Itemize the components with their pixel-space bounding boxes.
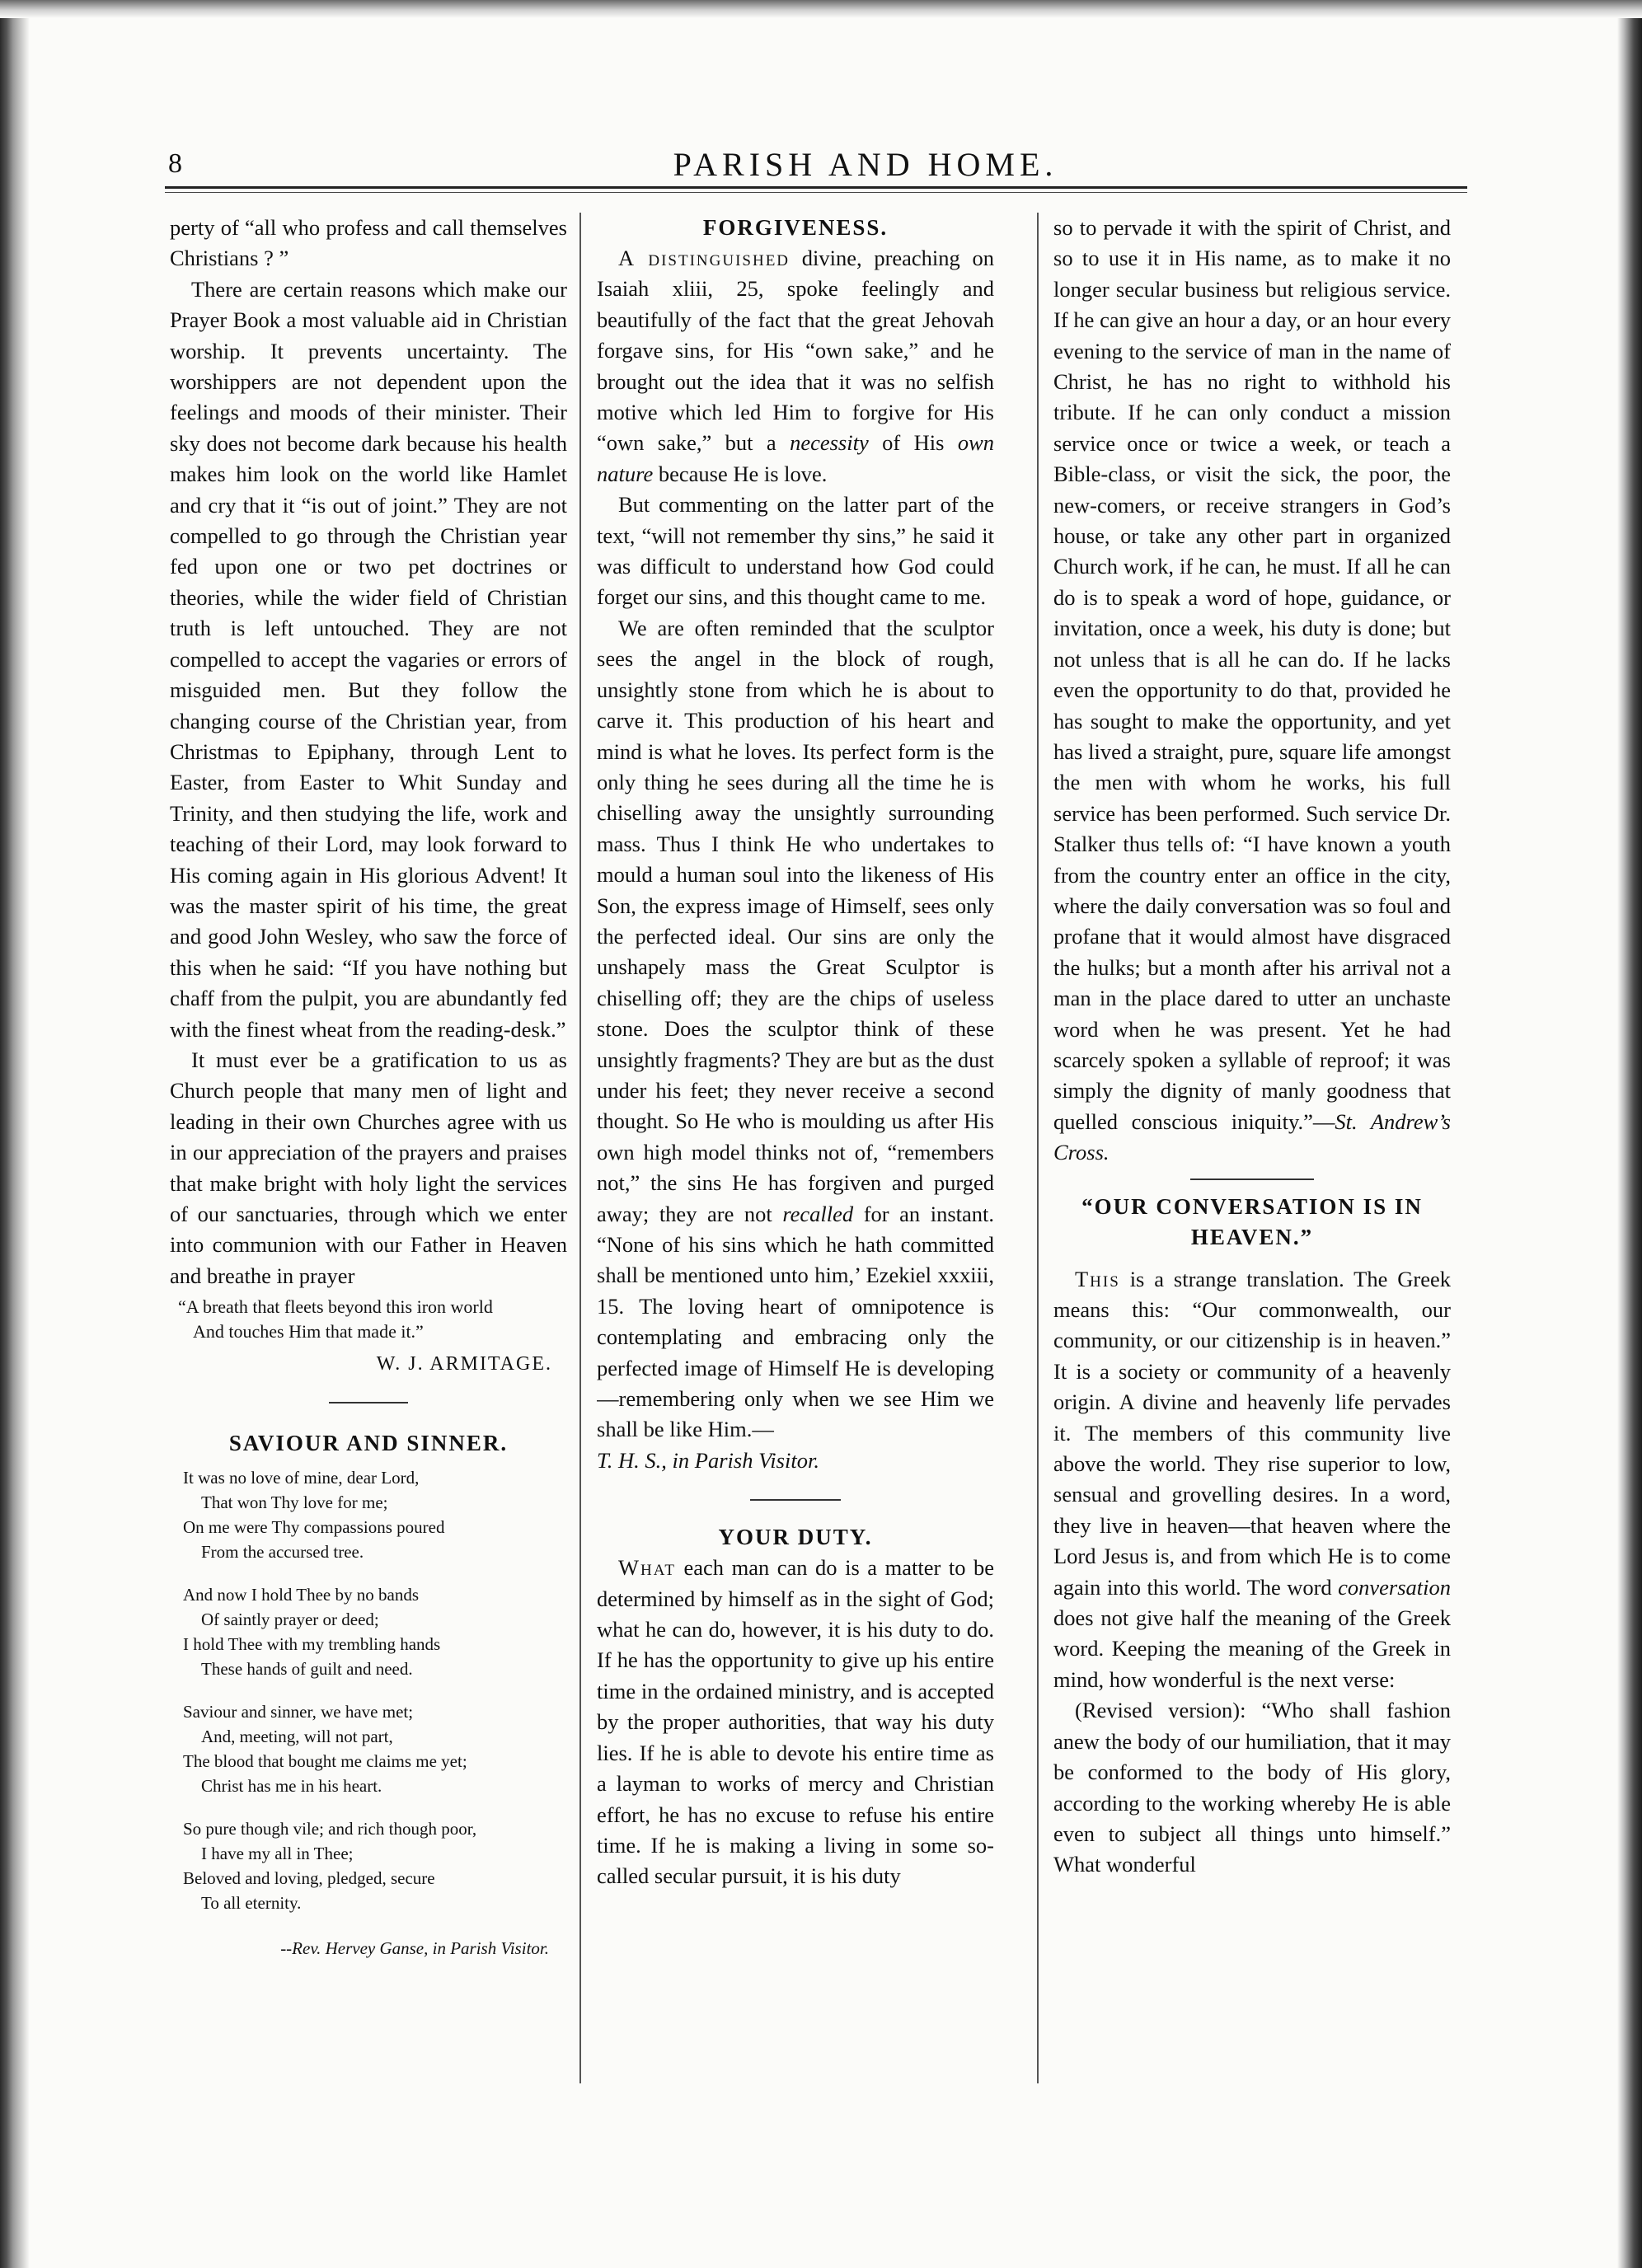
article-credit: T. H. S., in Parish Visitor. [597, 1447, 819, 1473]
poem-line: From the accursed tree. [201, 1541, 364, 1562]
text-run: so to pervade it with the spirit of Christ, and so to use it in His name, as to make it no longer secular business but religious service. If he can give an hour a day, or an hour every evening to the service of man in the name of Christ, he has no right to withhold his tribute. If he can only conduct a mission service once or twice a week, or teach a Bible-class, or visit the sick, the poor, the new-comers, or receive strangers in God’s house, or take any other part in organized Church work, if he can, he must. If all he can do is to speak a word of hope, guidance, or invitation, once a week, his duty is done; but not unless that is all he can do. If he lacks even the opportunity to do that, provided he has sought to make the opportunity, and yet has lived a straight, pure, square life amongst the men with whom he works, his full service has been performed. Such service Dr. Stalker thus tells of: “I have known a youth from the country enter an office in the city, where the daily conversation was so foul and profane that it would almost have disgraced the hulks; but a month after his arrival not a man in the place dared to utter an unchaste word when he was present. Yet he had scarcely spoken a syllable of reproof; it was simply the dignity of manly goodness that quelled conscious iniquity.”— [1053, 215, 1451, 1134]
italic-text: necessity [790, 430, 869, 456]
lead-in: This [1075, 1266, 1120, 1291]
text-run: We are often reminded that the sculptor sees the angel in the block of rough, unsightly stone from which he is about to carve it. This production of his heart and mind is what he loves. Its perfect form is the only thing he sees during all the time he is chiselling away the unsightly surrounding mass. Thus I think He who undertakes to mould a human soul into the likeness of His Son, the express image of Himself, sees only the perfected ideal. Our sins are only the unshapely mass the Great Sculptor is chiselling off; they are the chips of useless stone. Does the sculptor think of these unsightly fragments? They are but as the dust under his feet; they never receive a second thought. So He who is moulding us after His own high model thinks not of, “remembers not,” the sins He has forgiven and purged away; they are not [597, 615, 994, 1226]
paragraph [597, 613, 994, 1446]
paragraph: (Revised version): “Who shall fashion anew the body of our humiliation, that it may be conformed to the body of His glory, according to the working whereby He is able even to subject all things unto himself.” What wonderful [1053, 1698, 1451, 1877]
paragraph: It must ever be a gratification to us as Church people that many men of light and leading in their own Churches agree with us in our appreciation of the prayers and praises that make bright with holy light the services of our sanctuaries, through which we enter into communion with our Father in Heaven and breathe in prayer [170, 1047, 567, 1288]
column-1 [170, 213, 567, 2083]
article-title [1053, 1192, 1451, 1253]
running-head: PARISH AND HOME. [673, 146, 1058, 183]
section-divider [329, 1402, 408, 1403]
italic-text: conversation [1338, 1574, 1451, 1600]
stanza [183, 1582, 567, 1681]
text-run: because He is love. [653, 461, 828, 486]
stanza [183, 1699, 567, 1798]
poem-line: To all eternity. [201, 1892, 302, 1913]
poem-line: It was no love of mine, dear Lord, [183, 1467, 420, 1488]
poem-line: I hold Thee with my trembling hands [183, 1633, 441, 1654]
column-3 [1053, 213, 1451, 2083]
verse-line: And touches Him that made it.” [193, 1321, 424, 1343]
header-rule-thin [165, 192, 1467, 193]
verse-line: “A breath that fleets beyond this iron world [178, 1296, 493, 1318]
text-run: does not give half the meaning of the Greek word. Keeping the meaning of the Greek in mind, how wonderful is the next verse: [1053, 1605, 1451, 1692]
page-edge-right [1617, 0, 1642, 2268]
text-run: divine, preaching on Isaiah xliii, 25, spoke feelingly and beautifully of the fact that the great Jehovah forgave sins, for His “own sake,” and he brought out the idea that it was no selfish motive which led Him to forgive for His “own sake,” but a [597, 246, 994, 456]
poem-line: The blood that bought me claims me yet; [183, 1750, 467, 1771]
poem-title: SAVIOUR AND SINNER. [228, 1430, 509, 1455]
poem-line: That won Thy love for me; [201, 1492, 388, 1512]
page-edge-left [0, 0, 30, 2268]
header-rule [165, 186, 1467, 189]
section-divider [1190, 1179, 1314, 1180]
text-run: of His [868, 430, 958, 456]
column-divider-2 [1037, 213, 1039, 2083]
poem-line: These hands of guilt and need. [201, 1658, 413, 1679]
paragraph: But commenting on the latter part of the text, “will not remember thy sins,” he said it was difficult to understand how God could forget our sins, and this thought came to me. [597, 492, 994, 610]
article-title: FORGIVENESS. [702, 215, 889, 240]
stanza [183, 1465, 567, 1564]
poem-line: And now I hold Thee by no bands [183, 1584, 419, 1605]
poem-line: On me were Thy compassions poured [183, 1516, 445, 1537]
lead-in: What [618, 1555, 676, 1581]
poem-line: Of saintly prayer or deed; [201, 1609, 379, 1629]
paragraph [1053, 213, 1451, 1169]
lead-in: A distinguished [618, 246, 791, 270]
column-divider-1 [579, 213, 581, 2083]
section-divider [750, 1499, 841, 1501]
poem [183, 1465, 567, 1915]
paragraph [597, 1553, 994, 1891]
text-run: is a strange translation. The Greek means this: “Our commonwealth, our community, or our citizenship is in heaven.” It is a society or community of a heavenly origin. A divine and heavenly life pervades it. The members of this community live above the world. They rise superior to low, sensual and grovelling desires. In a word, they live in heaven—that heaven where the Lord Jesus is, and from which He is to come again into this world. The word [1053, 1266, 1451, 1600]
text-run: for an instant. “None of his sins which he hath committed shall be mentioned unto him,’ Ezekiel xxxiii, 15. The loving heart of omnipotence is contemplating and embracing only the perfected image of Himself He is developing—remembering only when we see Him we shall be like Him.— [597, 1201, 994, 1442]
paragraph [1053, 1264, 1451, 1696]
poem-line: I have my all in Thee; [201, 1843, 354, 1863]
article-credit: St. Andrew’s Cross. [1053, 1108, 1451, 1165]
title-line: “OUR CONVERSATION IS IN [1081, 1193, 1423, 1219]
poem-line: And, meeting, will not part, [201, 1726, 393, 1746]
paragraph: There are certain reasons which make our Prayer Book a most valuable aid in Christian worship. It prevents uncertainty. The worshippers are not dependent upon the feelings and moods of their minister. Their sky does not become dark because his health makes him look on the world like Hamlet and cry that it “is out of joint.” They are not compelled to go through the Christian year fed upon one or two pet doctrines or theories, while the wider field of Christian truth is left untouched. They are not compelled to accept the vagaries or errors of misguided men. But they follow the changing course of the Christian year, from Christmas to Epiphany, through Lent to Easter, from Easter to Whit Sunday and Trinity, and then studying the life, work and teaching of their Lord, may look forward to His coming again in His glorious Advent! It was the master spirit of his time, the great and good John Wesley, who saw the force of this when he said: “If you have nothing but chaff from the pulpit, you are abundantly fed with the finest wheat from the reading-desk.” [170, 276, 567, 1042]
paragraph: perty of “all who profess and call themselves Christians ? ” [170, 215, 567, 271]
verse-quote [178, 1295, 567, 1344]
stanza [183, 1816, 567, 1915]
poem-line: Christ has me in his heart. [201, 1775, 382, 1796]
title-line: HEAVEN.” [1190, 1224, 1314, 1249]
text-run: each man can do is a matter to be determined by himself as in the sight of God; what he can do, however, it is his duty to do. If he has the opportunity to give up his entire time in the ordained ministry, and is accepted by the proper authorities, that way his duty lies. If he is able to devote his entire time as a layman to works of mercy and Christian effort, he has no excuse to refuse his entire time. If he is making a living in some so-called secular pursuit, it is his duty [597, 1555, 994, 1889]
poem-credit: --Rev. Hervey Ganse, in Parish Visitor. [280, 1938, 549, 1958]
italic-text: recalled [782, 1201, 854, 1226]
poem-line: So pure though vile; and rich though poor, [183, 1818, 477, 1839]
page-number: 8 [168, 148, 182, 179]
italic-text: own nature [597, 430, 994, 486]
article-title: YOUR DUTY. [718, 1525, 873, 1550]
poem-line: Saviour and sinner, we have met; [183, 1701, 414, 1722]
poem-line: Beloved and loving, pledged, secure [183, 1867, 435, 1888]
column-2 [597, 213, 994, 2083]
author-signature: W. J. ARMITAGE. [376, 1353, 552, 1375]
paragraph [597, 243, 994, 490]
page-edge-top [0, 0, 1642, 18]
